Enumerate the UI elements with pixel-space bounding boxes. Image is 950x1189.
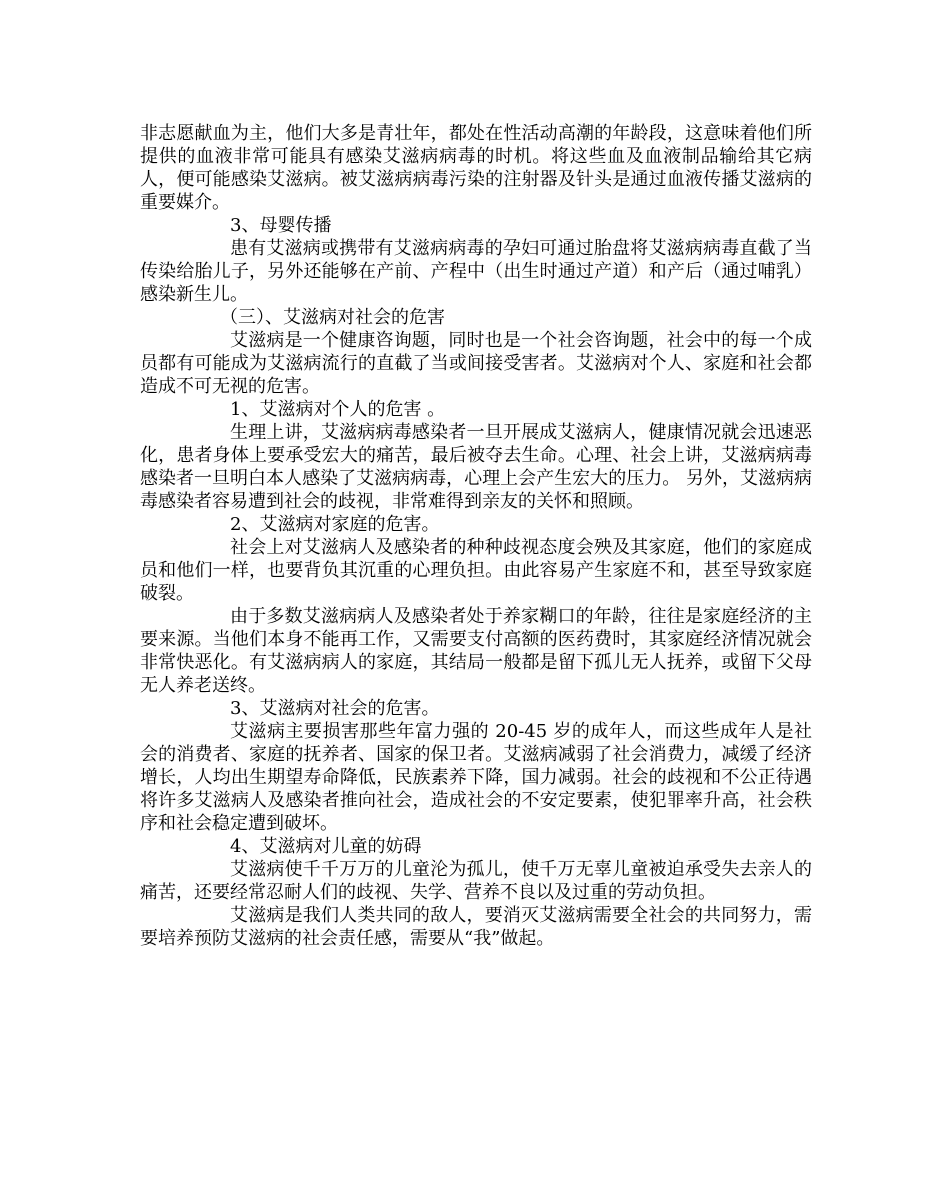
section-heading-social-harm: （三）、艾滋病对社会的危害 [220,307,445,328]
paragraph-society-harm: 艾滋病主要损害那些年富力强的 20-45 岁的成年人，而这些成年人是社会的消费者、家庭的抚养者、国家的保卫者。艾滋病减弱了社会消费力，减缓了经济增长，人均出生期望寿命降低，民族素养下降，国力减弱。社会的歧视和不公正待遇将许多艾滋病人及感染者推向社会，造成社会的不安定要素，使犯罪率升高，社会秩序和社会稳定遭到破坏。 [140,721,812,834]
heading-family-harm: 2、艾滋病对家庭的危害。 [230,514,440,535]
paragraph-mother-child-transmission: 患有艾滋病或携带有艾滋病病毒的孕妇可通过胎盘将艾滋病病毒直截了当传染给胎儿子，另外还能够在产前、产程中（出生时通过产道）和产后（通过哺乳）感染新生儿。 [140,238,812,305]
heading-individual-harm: 1、艾滋病对个人的危害 。 [230,399,446,420]
paragraph-blood-transmission-cont: 非志愿献血为主，他们大多是青壮年，都处在性活动高潮的年龄段，这意味着他们所提供的血液非常可能具有感染艾滋病病毒的时机。将这些血及血液制品输给其它病人，便可能感染艾滋病。被艾滋病病毒污染的注射器及针头是通过血液传播艾滋病的重要媒介。 [140,123,812,213]
paragraph-family-harm-2: 由于多数艾滋病病人及感染者处于养家糊口的年龄，往往是家庭经济的主要来源。当他们本身不能再工作，又需要支付高额的医药费时，其家庭经济情况就会非常快恶化。有艾滋病病人的家庭，其结局一般都是留下孤儿无人抚养，或留下父母无人养老送终。 [140,606,812,696]
heading-children-harm: 4、艾滋病对儿童的妨碍 [230,836,422,857]
paragraph-social-harm-intro: 艾滋病是一个健康咨询题，同时也是一个社会咨询题，社会中的每一个成员都有可能成为艾滋病流行的直截了当或间接受害者。艾滋病对个人、家庭和社会都造成不可无视的危害。 [140,330,812,397]
heading-society-harm: 3、艾滋病对社会的危害。 [230,698,440,719]
paragraph-family-harm-1: 社会上对艾滋病人及感染者的种种歧视态度会殃及其家庭，他们的家庭成员和他们一样，也要背负其沉重的心理负担。由此容易产生家庭不和，甚至导致家庭破裂。 [140,537,812,604]
paragraph-children-harm: 艾滋病使千千万万的儿童沦为孤儿，使千万无辜儿童被迫承受失去亲人的痛苦，还要经常忍耐人们的歧视、失学、营养不良以及过重的劳动负担。 [140,859,812,903]
paragraph-conclusion: 艾滋病是我们人类共同的敌人，要消灭艾滋病需要全社会的共同努力，需要培养预防艾滋病的社会责任感，需要从“我”做起。 [140,905,812,949]
heading-mother-child-transmission: 3、母婴传播 [230,215,332,236]
document-body [140,122,812,950]
paragraph-individual-harm: 生理上讲，艾滋病病毒感染者一旦开展成艾滋病人，健康情况就会迅速恶化，患者身体上要承受宏大的痛苦，最后被夺去生命。心理、社会上讲，艾滋病病毒感染者一旦明白本人感染了艾滋病病毒，心理上会产生宏大的压力。 另外，艾滋病病毒感染者容易遭到社会的歧视，非常难得到亲友的关怀和照顾。 [140,422,812,512]
